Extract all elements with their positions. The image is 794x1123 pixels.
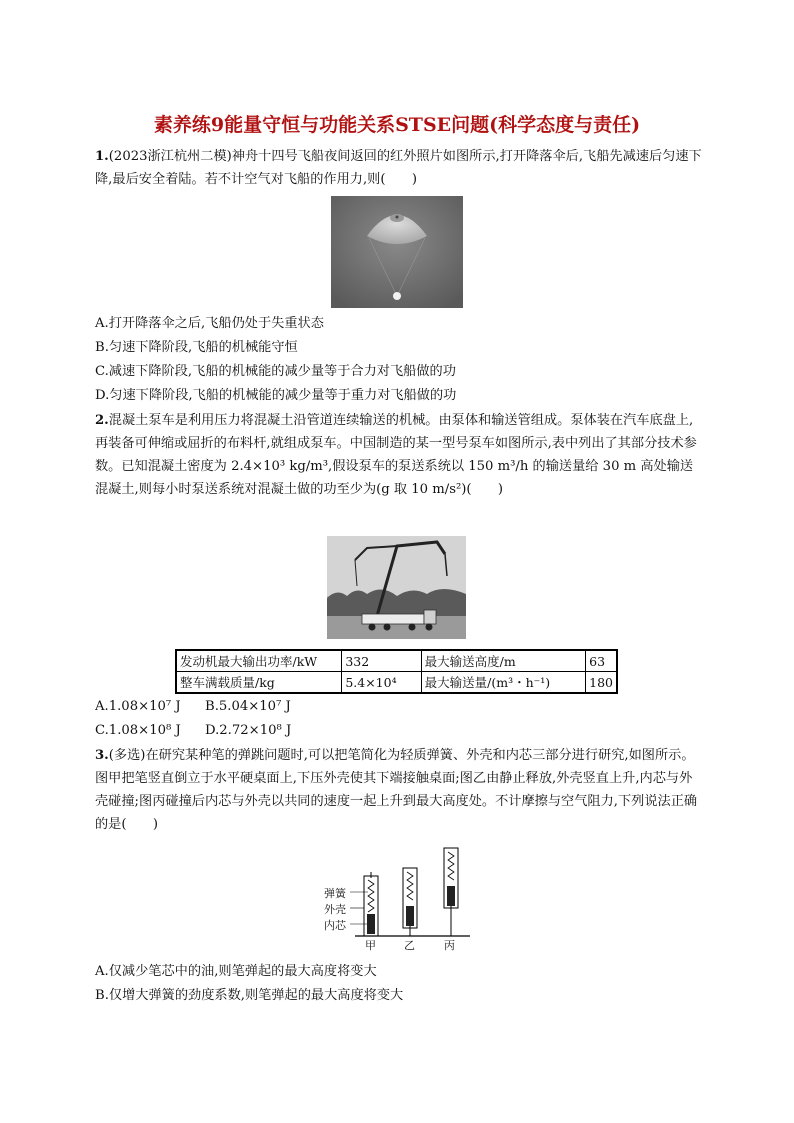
table-cell: 63 (586, 650, 617, 672)
q2-option-d: D.2.72×10⁸ J (205, 723, 292, 738)
q1-option-b: B.匀速下降阶段,飞船的机械能守恒 (95, 340, 298, 355)
question-2-number: 2. (95, 413, 109, 428)
table-cell: 整车满载质量/kg (176, 672, 342, 694)
question-1-stem (95, 145, 705, 191)
label-spring: 弹簧 (324, 887, 346, 900)
table-cell: 332 (342, 650, 421, 672)
table-cell: 最大输送高度/m (421, 650, 585, 672)
table-cell: 发动机最大输出功率/kW (176, 650, 342, 672)
pen-bounce-figure (320, 842, 485, 952)
page-title: 素养练9能量守恒与功能关系STSE问题(科学态度与责任) (153, 114, 641, 136)
q3-option-a: A.仅减少笔芯中的油,则笔弹起的最大高度将变大 (95, 964, 377, 979)
spacecraft-parachute-photo (331, 196, 463, 308)
label-yi: 乙 (404, 939, 415, 952)
label-bing: 丙 (444, 939, 455, 952)
specs-table (175, 649, 618, 694)
label-shell: 外壳 (324, 903, 346, 916)
table-cell: 180 (586, 672, 617, 694)
table-row (176, 650, 617, 672)
q1-option-c: C.减速下降阶段,飞船的机械能的减少量等于合力对飞船做的功 (95, 364, 456, 379)
q3-option-b: B.仅增大弹簧的劲度系数,则笔弹起的最大高度将变大 (95, 988, 404, 1003)
q2-option-c: C.1.08×10⁸ J (95, 723, 181, 738)
question-3-number: 3. (95, 748, 109, 763)
question-1-text: (2023浙江杭州二模)神舟十四号飞船夜间返回的红外照片如图所示,打开降落伞后,飞船先减速后匀速下降,最后安全着陆。若不计空气对飞船的作用力,则( ) (95, 149, 702, 187)
q2-option-b: B.5.04×10⁷ J (205, 699, 291, 714)
question-2-stem (95, 409, 705, 501)
q2-option-a: A.1.08×10⁷ J (95, 699, 181, 714)
concrete-pump-truck-photo (327, 536, 466, 639)
table-row (176, 672, 617, 694)
q1-option-a: A.打开降落伞之后,飞船仍处于失重状态 (95, 316, 324, 331)
label-jia: 甲 (365, 939, 376, 952)
question-3-text: (多选)在研究某种笔的弹跳问题时,可以把笔简化为轻质弹簧、外壳和内芯三部分进行研究,如图所示。图甲把笔竖直倒立于水平硬桌面上,下压外壳使其下端接触桌面;图乙由静止释放,外壳竖直上升,内芯与外壳碰撞;图丙碰撞后内芯与外壳以共同的速度一起上升到最大高度处。不计摩擦与空气阻力,下列说法正确的是( ) (95, 748, 698, 832)
table-cell: 最大输送量/(m³・h⁻¹) (421, 672, 585, 694)
table-cell: 5.4×10⁴ (342, 672, 421, 694)
q1-option-d: D.匀速下降阶段,飞船的机械能的减少量等于重力对飞船做的功 (95, 388, 457, 403)
question-3-stem (95, 744, 705, 836)
label-core: 内芯 (324, 919, 346, 932)
question-2-text: 混凝土泵车是利用压力将混凝土沿管道连续输送的机械。由泵体和输送管组成。泵体装在汽车底盘上,再装备可伸缩或屈折的布料杆,就组成泵车。中国制造的某一型号泵车如图所示,表中列出了其部分技术参数。已知混凝土密度为 2.4×10³ kg/m³,假设泵车的泵送系统以 150 m³/h 的输送量给 30 m 高处输送混凝土,则每小时泵送系统对混凝土做的功至少为(g 取 10 m/s²)( ) (95, 413, 697, 497)
question-1-number: 1. (95, 149, 109, 164)
